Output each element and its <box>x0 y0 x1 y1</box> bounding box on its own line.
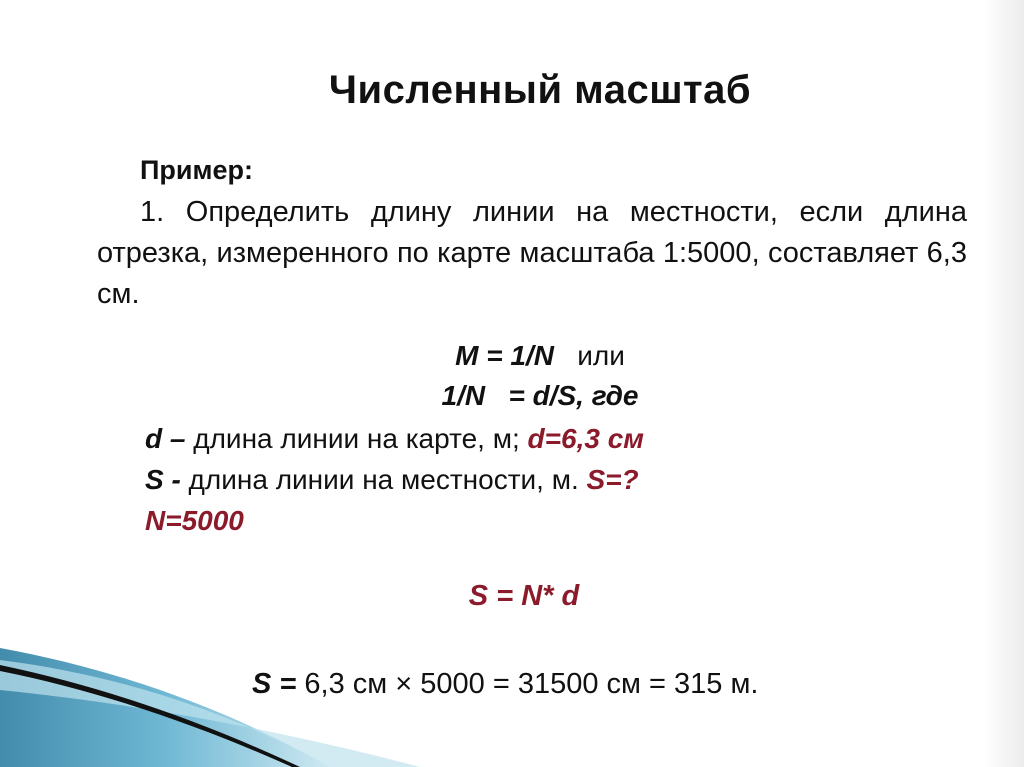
definition-d-symbol: d – <box>145 423 186 454</box>
formula-m-suffix: или <box>577 340 625 371</box>
result-symbol: S = <box>252 668 297 700</box>
definition-n-value: N=5000 <box>145 505 244 536</box>
definition-s-symbol: S - <box>145 464 181 495</box>
definition-d-text: длина линии на карте, м; <box>185 423 528 454</box>
definition-s-text: длина линии на местности, м. <box>180 464 587 495</box>
definition-d-value: d=6,3 см <box>527 423 644 454</box>
formula-m: M = 1/N <box>455 340 554 371</box>
result-text: 6,3 см × 5000 = 31500 см = 315 м. <box>296 668 759 700</box>
slide-title: Численный масштаб <box>328 68 752 112</box>
formula-ratio: 1/N = d/S, где <box>441 380 639 411</box>
example-label: Пример: <box>140 155 253 185</box>
definition-s-value: S=? <box>586 464 639 495</box>
problem-number: 1. <box>140 196 165 228</box>
problem-text: Определить длину линии на местности, если длина отрезка, измеренного по карте масштаба 1:5000, составляет 6,3 см. <box>97 196 967 310</box>
s-formula: S = N* d <box>468 580 580 612</box>
